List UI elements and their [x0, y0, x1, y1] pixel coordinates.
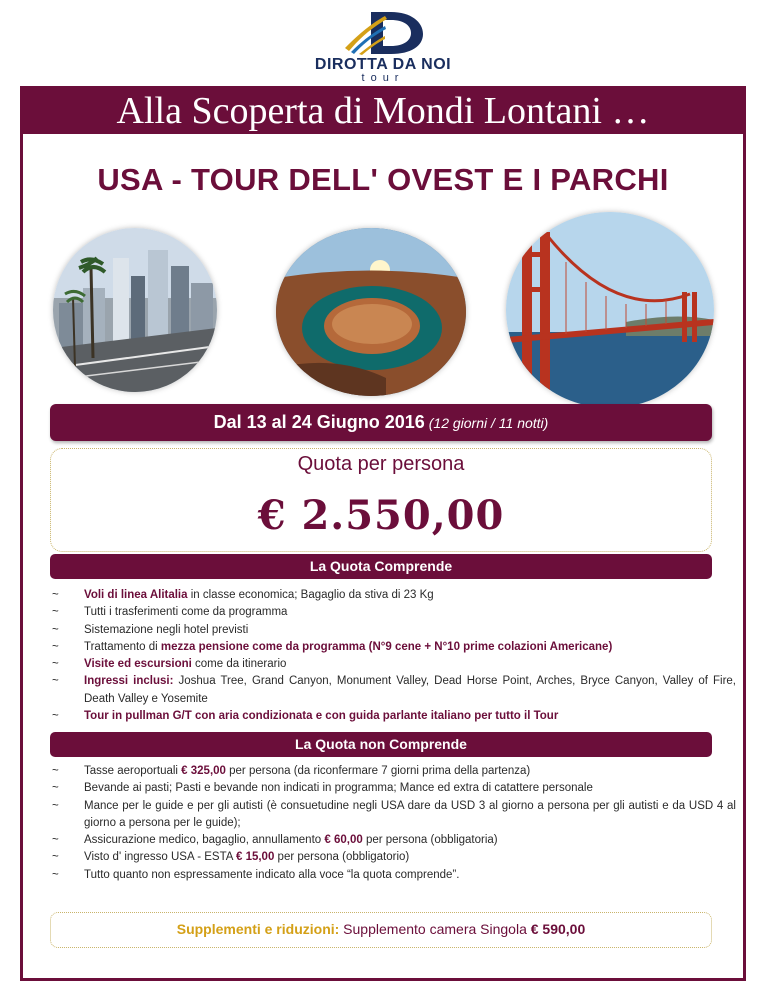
supplements-label: Supplementi e riduzioni:: [176, 921, 340, 937]
list-item: ~ Tour in pullman G/T con aria condizionata e con guida parlante italiano per tutto il Tour: [52, 708, 736, 725]
list-item: ~ Voli di linea Alitalia in classe economica; Bagaglio da stiva di 23 Kg: [52, 587, 736, 604]
price-value: € 2.550,00: [257, 492, 505, 539]
headline: Alla Scoperta di Mondi Lontani …: [116, 90, 650, 132]
list-item: ~ Visto d' ingresso USA - ESTA € 15,00 per persona (obbligatorio): [52, 849, 736, 866]
logo-subtitle: tour: [361, 72, 405, 84]
list-item: ~ Visite ed escursioni come da itinerario: [52, 656, 736, 673]
included-list: [52, 587, 736, 725]
list-item: ~ Tasse aeroportuali € 325,00 per persona (da riconfermare 7 giorni prima della partenza): [52, 763, 736, 780]
list-item: ~ Ingressi inclusi: Joshua Tree, Grand Canyon, Monument Valley, Dead Horse Point, Arches, Bryce Canyon, Valley of Fire, Death Valley e Yosemite: [52, 673, 736, 708]
price-label: Quota per persona: [297, 453, 465, 475]
list-item: ~ Sistemazione negli hotel previsti: [52, 622, 736, 639]
logo-mark-icon: [341, 8, 425, 56]
travel-dates: Dal 13 al 24 Giugno 2016: [213, 412, 425, 432]
horseshoe-bend-photo: [276, 228, 466, 396]
list-item: ~ Tutti i trasferimenti come da programma: [52, 604, 736, 621]
list-item: ~ Bevande ai pasti; Pasti e bevande non indicati in programma; Mance ed extra di catattere personale: [52, 780, 736, 797]
list-item: ~ Tutto quanto non espressamente indicato alla voce “la quota comprende”.: [52, 867, 736, 884]
travel-duration: (12 giorni / 11 notti): [428, 415, 549, 431]
supplements-box: [50, 912, 712, 948]
page-title: USA - TOUR DELL' OVEST E I PARCHI: [97, 162, 669, 197]
logo-name: DIROTTA DA NOI: [314, 56, 452, 73]
los-angeles-photo: [53, 228, 217, 392]
supplement-price: € 590,00: [530, 921, 586, 937]
list-item: ~ Mance per le guide e per gli autisti (è consuetudine negli USA dare da USD 3 al giorno a persona per gli autisti e da USD 4 al giorno a persona per le guide);: [52, 798, 736, 833]
company-logo: [288, 8, 478, 92]
golden-gate-photo: [506, 212, 714, 408]
excluded-list: [52, 763, 736, 884]
dates-banner: [50, 404, 712, 441]
list-item: ~ Assicurazione medico, bagaglio, annullamento € 60,00 per persona (obbligatoria): [52, 832, 736, 849]
list-item: ~ Trattamento di mezza pensione come da programma (N°9 cene + N°10 prime colazioni Americane): [52, 639, 736, 656]
supplements-text: Supplemento camera Singola: [339, 921, 531, 937]
included-heading: La Quota Comprende: [50, 554, 712, 579]
excluded-heading: La Quota non Comprende: [50, 732, 712, 757]
